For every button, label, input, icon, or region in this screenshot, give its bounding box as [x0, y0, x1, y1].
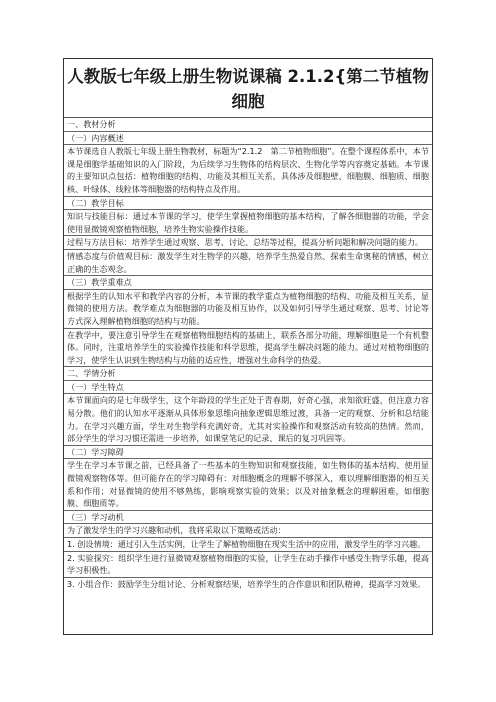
section-heading-student-analysis: 二、学情分析: [64, 367, 432, 381]
section-heading-teaching-material: 一、教材分析: [64, 118, 432, 132]
document-table: [63, 58, 433, 635]
paragraph-key-points: 根据学生的认知水平和教学内容的分析，本节课的教学重点为植物细胞的结构、功能及相互关系，显微镜的使用方法。教学难点为细胞器的功能及相互协作，以及如何引导学生通过观察、思考、讨论等方式深入理解植物细胞的结构与功能。: [64, 290, 432, 329]
paragraph-process-goal: 过程与方法目标：培养学生通过观察、思考、讨论、总结等过程，提高分析问题和解决问题的能力。: [64, 236, 432, 250]
paragraph-student-traits: 本节课面向的是七年级学生，这个年龄段的学生正处于青春期，好奇心强，求知欲旺盛，但注意力容易分散。他们的认知水平逐渐从具体形象思维向抽象逻辑思维过渡，具备一定的观察、分析和总结能力。在学习兴趣方面，学生对生物学科充满好奇，尤其对实验操作和观察活动有较高的热情。然而，部分学生的学习习惯还需进一步培养，如课堂笔记的记录、课后的复习巩固等。: [64, 394, 432, 445]
subheading-teaching-goals: （二）教学目标: [64, 197, 432, 211]
paragraph-knowledge-goal: 知识与技能目标：通过本节课的学习，使学生掌握植物细胞的基本结构，了解各细胞器的功能，学会使用显微镜观察植物细胞，培养生物实验操作技能。: [64, 210, 432, 236]
list-item-experiment: 2. 实验探究：组织学生进行显微镜观察植物细胞的实验，让学生在动手操作中感受生物学乐趣，提高学习积极性。: [64, 552, 432, 578]
paragraph-teaching-notes: 在教学中，要注意引导学生在观察植物细胞结构的基础上，联系各部分功能，理解细胞是一个有机整体。同时，注重培养学生的实验操作技能和科学思维，提高学生解决问题的能力。通过对植物细胞的学习，使学生认识到生物结构与功能的适应性，增强对生命科学的热爱。: [64, 329, 432, 368]
list-item-group-work: 3. 小组合作：鼓励学生分组讨论、分析观察结果，培养学生的合作意识和团队精神，提高学习效果。: [67, 578, 426, 589]
document-title: 人教版七年级上册生物说课稿 2.1.2{第二节植物细胞: [64, 59, 432, 118]
subheading-learning-motivation: （三）学习动机: [64, 511, 432, 525]
subheading-content-overview: （一）内容概述: [64, 132, 432, 146]
subheading-student-traits: （一）学生特点: [64, 381, 432, 395]
list-item-create-scenario: 1. 创设情境：通过引入生活实例，让学生了解植物细胞在现实生活中的应用，激发学生的学习兴趣。: [64, 538, 432, 552]
paragraph-motivation-intro: 为了激发学生的学习兴趣和动机，我将采取以下策略或活动：: [64, 524, 432, 538]
subheading-key-points: （三）教学重难点: [64, 276, 432, 290]
paragraph-content-overview: 本节课选自人教版七年级上册生物教材，标题为“2.1.2 第二节植物细胞”。在整个课程体系中，本节课是细胞学基础知识的入门阶段，为后续学习生物体的结构层次、生物化学等内容奠定基础。本节课的主要知识点包括：植物细胞的结构、功能及其相互关系，具体涉及细胞壁、细胞膜、细胞质、细胞核、叶绿体、线粒体等细胞器的结构特点及作用。: [64, 145, 432, 196]
paragraph-emotion-goal: 情感态度与价值观目标：激发学生对生物学的兴趣，培养学生热爱自然、探索生命奥秘的情感，树立正确的生态观念。: [64, 250, 432, 276]
subheading-learning-obstacles: （二）学习障碍: [64, 446, 432, 460]
paragraph-learning-obstacles: 学生在学习本节课之前，已经具备了一些基本的生物知识和观察技能，如生物体的基本结构、使用显微镜观察物体等。但可能存在的学习障碍有：对细胞概念的理解不够深入，难以理解细胞器的相互关系和作用；对显微镜的使用不够熟练，影响观察实验的效果；以及对抽象概念的理解困难，如细胞膜、细胞质等。: [64, 459, 432, 510]
